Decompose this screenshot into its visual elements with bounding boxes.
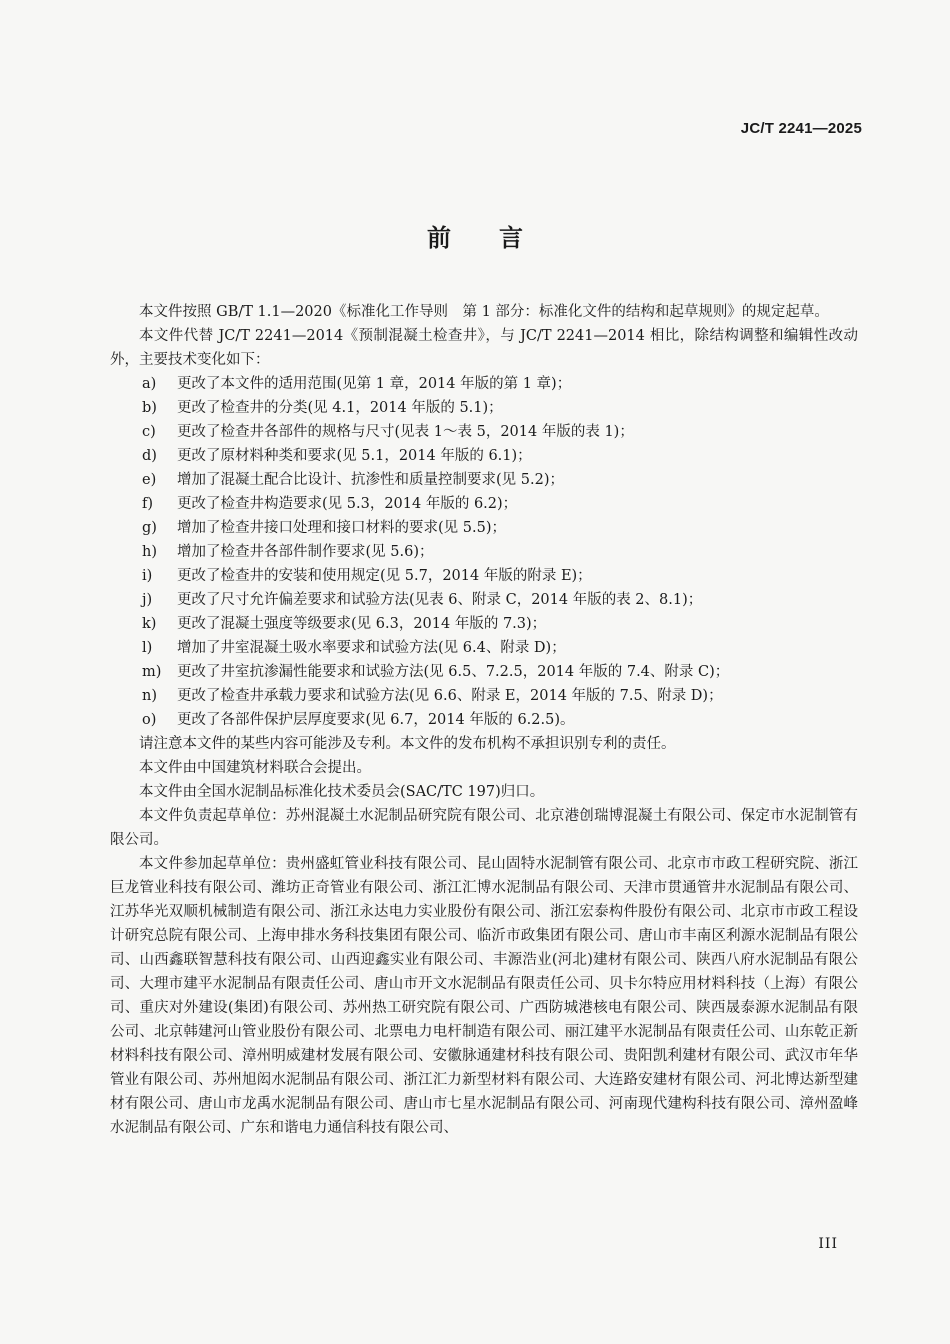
list-item: i) 更改了检查井的安装和使用规定(见 5.7，2014 年版的附录 E)；: [142, 568, 592, 584]
list-item: e) 增加了混凝土配合比设计、抗渗性和质量控制要求(见 5.2)；: [142, 472, 564, 488]
changes-list: [110, 372, 858, 732]
list-item: c) 更改了检查井各部件的规格与尺寸(见表 1～表 5，2014 年版的表 1)；: [142, 424, 634, 440]
list-item: m) 更改了井室抗渗漏性能要求和试验方法(见 6.5、7.2.5，2014 年版的 7.4、附录 C)；: [142, 664, 730, 680]
foreword-body: [110, 300, 858, 1140]
list-item: h) 增加了检查井各部件制作要求(见 5.6)；: [142, 544, 434, 560]
paragraph-drafting-rules: 本文件按照 GB/T 1.1—2020《标准化工作导则 第 1 部分：标准化文件的结构和起草规则》的规定起草。: [139, 304, 829, 320]
document-code: JC/T 2241—2025: [740, 120, 862, 137]
page-number: III: [818, 1236, 838, 1252]
paragraph-proposed-by: 本文件由中国建筑材料联合会提出。: [139, 760, 371, 776]
list-item: l) 增加了井室混凝土吸水率要求和试验方法(见 6.4、附录 D)；: [142, 640, 566, 656]
list-item: j) 更改了尺寸允许偏差要求和试验方法(见表 6、附录 C，2014 年版的表 2、8.1)；: [142, 592, 703, 608]
list-item: o) 更改了各部件保护层厚度要求(见 6.7，2014 年版的 6.2.5)。: [142, 712, 575, 728]
paragraph-centralized-by: 本文件由全国水泥制品标准化技术委员会(SAC/TC 197)归口。: [139, 784, 545, 800]
title-char-1: 前: [427, 224, 451, 252]
list-item: a) 更改了本文件的适用范围(见第 1 章，2014 年版的第 1 章)；: [142, 376, 572, 392]
list-item: g) 增加了检查井接口处理和接口材料的要求(见 5.5)；: [142, 520, 506, 536]
list-item: b) 更改了检查井的分类(见 4.1，2014 年版的 5.1)；: [142, 400, 503, 416]
list-item: f) 更改了检查井构造要求(见 5.3，2014 年版的 6.2)；: [142, 496, 518, 512]
paragraph-replacement: 本文件代替 JC/T 2241—2014《预制混凝土检查井》，与 JC/T 2241—2014 相比，除结构调整和编辑性改动外，主要技术变化如下：: [110, 328, 858, 368]
paragraph-main-drafters: 本文件负责起草单位：苏州混凝土水泥制品研究院有限公司、北京港创瑞博混凝土有限公司、保定市水泥制管有限公司。: [110, 808, 858, 848]
paragraph-participating-drafters: 本文件参加起草单位：贵州盛虹管业科技有限公司、昆山固特水泥制管有限公司、北京市市政工程研究院、浙江巨龙管业科技有限公司、潍坊正奇管业有限公司、浙江汇博水泥制品有限公司、天津市贯通管井水泥制品有限公司、江苏华光双顺机械制造有限公司、浙江永达电力实业股份有限公司、浙江宏泰构件股份有限公司、北京市市政工程设计研究总院有限公司、上海申排水务科技集团有限公司、临沂市政集团有限公司、唐山市丰南区利源水泥制品有限公司、山西鑫联智慧科技有限公司、山西迎鑫实业有限公司、丰源浩业(河北)建材有限公司、陕西八府水泥制品有限公司、大理市建平水泥制品有限责任公司、唐山市开文水泥制品有限责任公司、贝卡尔特应用材料科技（上海）有限公司、重庆对外建设(集团)有限公司、苏州热工研究院有限公司、广西防城港核电有限公司、陕西晟泰源水泥制品有限公司、北京韩建河山管业股份有限公司、北票电力电杆制造有限公司、丽江建平水泥制品有限责任公司、山东乾正新材料科技有限公司、漳州明威建材发展有限公司、安徽脉通建材科技有限公司、贵阳凯利建材有限公司、武汉市年华管业有限公司、苏州旭闳水泥制品有限公司、浙江汇力新型材料有限公司、大连路安建材有限公司、河北博达新型建材有限公司、唐山市龙禹水泥制品有限公司、唐山市七星水泥制品有限公司、河南现代建构科技有限公司、漳州盈峰水泥制品有限公司、广东和谐电力通信科技有限公司、: [110, 856, 858, 1136]
title-char-2: 言: [499, 224, 523, 252]
list-item: d) 更改了原材料种类和要求(见 5.1，2014 年版的 6.1)；: [142, 448, 532, 464]
list-item: n) 更改了检查井承载力要求和试验方法(见 6.6、附录 E，2014 年版的 7.5、附录 D)；: [142, 688, 723, 704]
page-title: [0, 218, 950, 253]
paragraph-patent-notice: 请注意本文件的某些内容可能涉及专利。本文件的发布机构不承担识别专利的责任。: [139, 736, 676, 752]
list-item: k) 更改了混凝土强度等级要求(见 6.3，2014 年版的 7.3)；: [142, 616, 547, 632]
